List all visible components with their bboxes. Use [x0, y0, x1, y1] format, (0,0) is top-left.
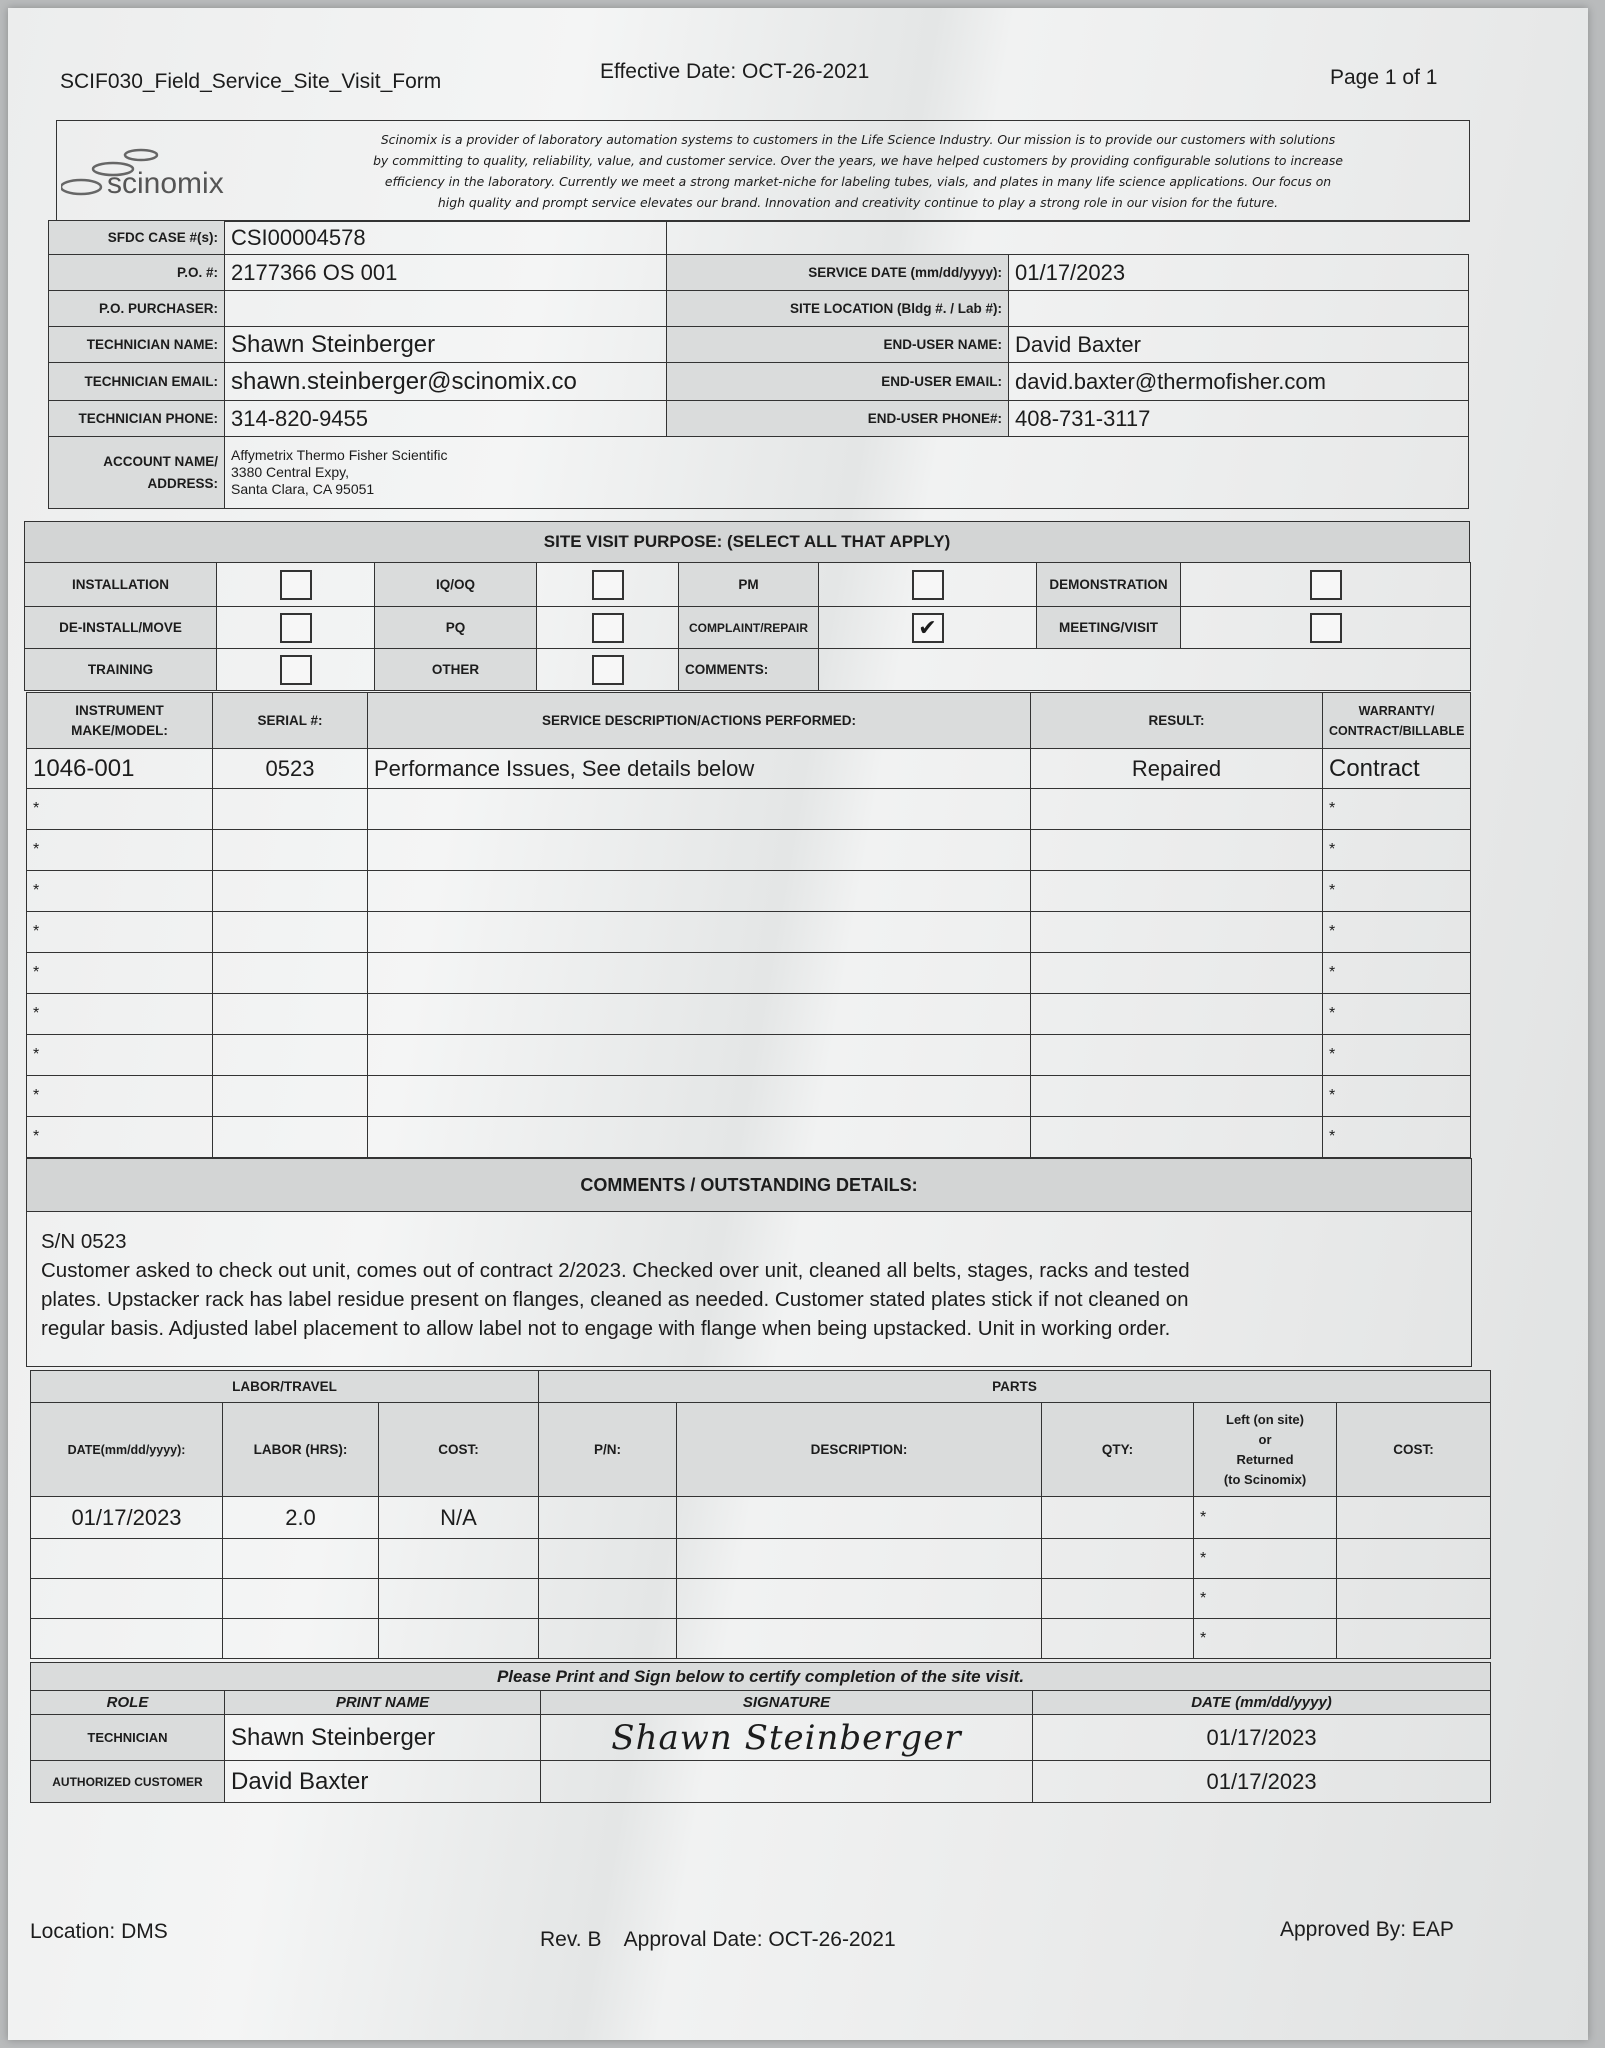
- comment-line: Customer asked to check out unit, comes out of contract 2/2023. Checked over unit, cleaned all belts, stages, racks and tested: [41, 1259, 1190, 1282]
- table-row: [31, 1715, 1491, 1761]
- customer-sign-date: 01/17/2023: [1033, 1761, 1491, 1803]
- table-row: [27, 749, 1471, 789]
- col-serial: SERIAL #:: [213, 693, 368, 749]
- sfdc-value: CSI00004578: [225, 221, 667, 255]
- training-checkbox[interactable]: [280, 655, 312, 685]
- complaint-checkbox[interactable]: ✔: [912, 613, 944, 643]
- technician-sign-date: 01/17/2023: [1033, 1715, 1491, 1761]
- table-row: *: [31, 1619, 1491, 1659]
- purpose-table: [24, 562, 1471, 691]
- table-row: * *: [27, 830, 1471, 871]
- iqoq-checkbox[interactable]: [592, 570, 624, 600]
- demonstration-checkbox[interactable]: [1310, 570, 1342, 600]
- comments-title: COMMENTS / OUTSTANDING DETAILS:: [26, 1158, 1472, 1212]
- page-number: Page 1 of 1: [1330, 66, 1438, 89]
- mission-line: efficiency in the laboratory. Currently we meet a strong market-niche for labeling tubes, vials, and plates in many life science applications. Our focus on: [384, 174, 1332, 189]
- technician-role: TECHNICIAN: [31, 1715, 225, 1761]
- mission-statement: [253, 129, 1463, 213]
- footer-location: Location: DMS: [30, 1920, 168, 1943]
- table-row: * *: [27, 953, 1471, 994]
- installation-label: INSTALLATION: [25, 563, 217, 607]
- technician-phone-value: 314-820-9455: [225, 401, 667, 437]
- table-row: * *: [27, 1117, 1471, 1158]
- labor-date: 01/17/2023: [31, 1497, 223, 1539]
- service-table: [26, 692, 1471, 1158]
- effective-date: OCT-26-2021: [742, 60, 870, 83]
- account-address: [225, 437, 667, 509]
- purpose-title: SITE VISIT PURPOSE: (SELECT ALL THAT APPLY): [24, 521, 1470, 563]
- meeting-checkbox[interactable]: [1310, 613, 1342, 643]
- end-user-email-label: END-USER EMAIL:: [667, 363, 1009, 401]
- table-row: * *: [27, 789, 1471, 830]
- labor-cost: N/A: [379, 1497, 539, 1539]
- col-labor-hours: LABOR (HRS):: [223, 1403, 379, 1497]
- col-labor-cost: COST:: [379, 1403, 539, 1497]
- deinstall-label: DE-INSTALL/MOVE: [25, 607, 217, 649]
- labor-hours: 2.0: [223, 1497, 379, 1539]
- purchaser-value: [225, 291, 667, 327]
- footer-approval-label: Approval Date:: [623, 1928, 763, 1951]
- warranty-value: Contract: [1323, 749, 1471, 789]
- end-user-phone-label: END-USER PHONE#:: [667, 401, 1009, 437]
- training-label: TRAINING: [25, 649, 217, 691]
- signoff-table: [30, 1662, 1491, 1803]
- technician-signature: Shawn Steinberger: [541, 1715, 1033, 1761]
- demonstration-label: DEMONSTRATION: [1037, 563, 1181, 607]
- col-warranty: WARRANTY/ CONTRACT/BILLABLE: [1323, 693, 1471, 749]
- site-location-value: [1009, 291, 1469, 327]
- technician-email-value: shawn.steinberger@scinomix.co: [225, 363, 667, 401]
- account-line: 3380 Central Expy,: [231, 464, 350, 480]
- account-label: ACCOUNT NAME/ ADDRESS:: [49, 437, 225, 509]
- mission-line: by committing to quality, reliability, value, and customer service. Over the years, we have helped customers by providing configurable solutions to increase: [373, 153, 1343, 168]
- mission-line: Scinomix is a provider of laboratory automation systems to customers in the Life Science Industry. Our mission is to provide our customers with solutions: [380, 132, 1336, 147]
- col-sign-date: DATE (mm/dd/yyyy): [1033, 1691, 1491, 1715]
- col-part-description: DESCRIPTION:: [677, 1403, 1042, 1497]
- table-row: * *: [27, 871, 1471, 912]
- deinstall-checkbox[interactable]: [280, 613, 312, 643]
- table-row: * *: [27, 994, 1471, 1035]
- form-sheet: [8, 8, 1588, 2040]
- footer-rev: Rev. B: [540, 1928, 602, 1951]
- col-part-cost: COST:: [1337, 1403, 1491, 1497]
- technician-email-label: TECHNICIAN EMAIL:: [49, 363, 225, 401]
- po-label: P.O. #:: [49, 255, 225, 291]
- mission-line: high quality and prompt service elevates our brand. Innovation and creativity continue to play a strong role in our vision for the future.: [437, 195, 1279, 210]
- form-name: SCIF030_Field_Service_Site_Visit_Form: [60, 70, 442, 93]
- footer-approved-by: Approved By: EAP: [1280, 1918, 1454, 1941]
- technician-name-label: TECHNICIAN NAME:: [49, 327, 225, 363]
- comment-line: plates. Upstacker rack has label residue present on flanges, cleaned as needed. Customer stated plates stick if not cleaned on: [41, 1288, 1189, 1311]
- signoff-title: Please Print and Sign below to certify completion of the site visit.: [31, 1663, 1491, 1691]
- installation-checkbox[interactable]: [280, 570, 312, 600]
- end-user-phone-value: 408-731-3117: [1009, 401, 1469, 437]
- pq-checkbox[interactable]: [592, 613, 624, 643]
- scinomix-logo: [61, 143, 241, 203]
- technician-print-name: Shawn Steinberger: [225, 1715, 541, 1761]
- col-instrument: INSTRUMENT MAKE/MODEL:: [27, 693, 213, 749]
- end-user-name-label: END-USER NAME:: [667, 327, 1009, 363]
- parts-title: PARTS: [539, 1371, 1491, 1403]
- account-line: Affymetrix Thermo Fisher Scientific: [231, 447, 448, 463]
- col-signature: SIGNATURE: [541, 1691, 1033, 1715]
- pq-label: PQ: [375, 607, 537, 649]
- po-value: 2177366 OS 001: [225, 255, 667, 291]
- customer-role: AUTHORIZED CUSTOMER: [31, 1761, 225, 1803]
- description-value: Performance Issues, See details below: [368, 749, 1031, 789]
- customer-print-name: David Baxter: [225, 1761, 541, 1803]
- col-role: ROLE: [31, 1691, 225, 1715]
- meeting-label: MEETING/VISIT: [1037, 607, 1181, 649]
- col-date: DATE(mm/dd/yyyy):: [31, 1403, 223, 1497]
- other-checkbox[interactable]: [592, 655, 624, 685]
- logo-text: scinomix: [107, 167, 224, 200]
- table-row: [31, 1761, 1491, 1803]
- iqoq-label: IQ/OQ: [375, 563, 537, 607]
- table-row: * *: [27, 1035, 1471, 1076]
- technician-phone-label: TECHNICIAN PHONE:: [49, 401, 225, 437]
- table-row: 01/17/2023 2.0 N/A *: [31, 1497, 1491, 1539]
- complaint-label: COMPLAINT/REPAIR: [679, 607, 819, 649]
- end-user-name-value: David Baxter: [1009, 327, 1469, 363]
- pm-label: PM: [679, 563, 819, 607]
- end-user-email-value: david.baxter@thermofisher.com: [1009, 363, 1469, 401]
- col-result: RESULT:: [1031, 693, 1323, 749]
- instrument-value: 1046-001: [27, 749, 213, 789]
- footer-approval: [540, 1928, 896, 1952]
- table-row: *: [31, 1579, 1491, 1619]
- service-date-value: 01/17/2023: [1009, 255, 1469, 291]
- technician-name-value: Shawn Steinberger: [225, 327, 667, 363]
- serial-value: 0523: [213, 749, 368, 789]
- col-qty: QTY:: [1042, 1403, 1194, 1497]
- purchaser-label: P.O. PURCHASER:: [49, 291, 225, 327]
- table-row: *: [31, 1539, 1491, 1579]
- col-left-returned: Left (on site) or Returned (to Scinomix): [1194, 1403, 1337, 1497]
- comments-field[interactable]: [819, 649, 1471, 691]
- footer-approval-date: OCT-26-2021: [768, 1928, 896, 1951]
- table-row: * *: [27, 912, 1471, 953]
- other-label: OTHER: [375, 649, 537, 691]
- col-part-number: P/N:: [539, 1403, 677, 1497]
- labor-parts-table: [30, 1370, 1491, 1659]
- table-row: * *: [27, 1076, 1471, 1117]
- effective-label: Effective Date:: [600, 60, 737, 83]
- banner: [56, 120, 1470, 222]
- pm-checkbox[interactable]: [912, 570, 944, 600]
- comment-line: S/N 0523: [41, 1230, 127, 1253]
- case-info-table: [48, 220, 1469, 509]
- comment-line: regular basis. Adjusted label placement to allow label not to engage with flange when being upstacked. Unit in working order.: [41, 1317, 1171, 1340]
- comments-label: COMMENTS:: [679, 649, 819, 691]
- site-location-label: SITE LOCATION (Bldg #. / Lab #):: [667, 291, 1009, 327]
- col-description: SERVICE DESCRIPTION/ACTIONS PERFORMED:: [368, 693, 1031, 749]
- comments-body: [26, 1211, 1472, 1367]
- sfdc-label: SFDC CASE #(s):: [49, 221, 225, 255]
- service-date-label: SERVICE DATE (mm/dd/yyyy):: [667, 255, 1009, 291]
- result-value: Repaired: [1031, 749, 1323, 789]
- customer-signature[interactable]: [541, 1761, 1033, 1803]
- effective-date-line: [600, 60, 869, 84]
- col-print-name: PRINT NAME: [225, 1691, 541, 1715]
- account-line: Santa Clara, CA 95051: [231, 481, 375, 497]
- labor-title: LABOR/TRAVEL: [31, 1371, 539, 1403]
